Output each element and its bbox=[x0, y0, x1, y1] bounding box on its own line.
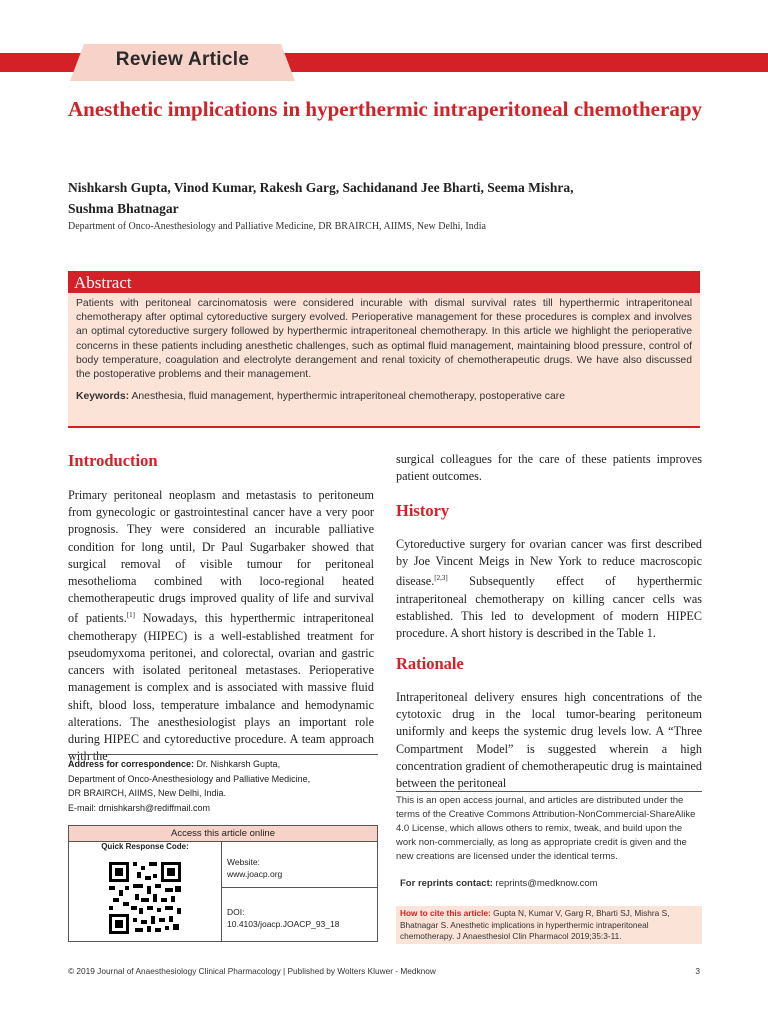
history-text-a: Cytoreductive surgery for ovarian cancer was first described by Joe Vincent Meigs in New York to reduce macroscopic disease. bbox=[396, 537, 702, 589]
rationale-text: Intraperitoneal delivery ensures high concentrations of the cytotoxic drug in the local tumor-bearing peritoneum uniformly and keeps the systemic drug levels low. A “Three Compartment Model” is suggested wherein a high concentration gradient of chemotherapeutic drug is maintained between the peritoneal bbox=[396, 690, 702, 791]
history-body bbox=[396, 536, 702, 642]
correspondence-dept: Department of Onco-Anesthesiology and Palliative Medicine, bbox=[68, 773, 311, 784]
correspondence-name: Dr. Nishkarsh Gupta, bbox=[194, 759, 281, 769]
doi-block bbox=[227, 906, 339, 930]
rationale-body bbox=[396, 689, 702, 792]
license-notice: This is an open access journal, and articles are distributed under the terms of the Creative Commons Attribution-NonCommercial-ShareAlike 4.0 License, which allows others to remix, tweak, and build upon the work non-commercially, as long as appropriate credit is given and the new creations are licensed under the identical terms. bbox=[396, 791, 702, 864]
qr-label: Quick Response Code: bbox=[101, 842, 189, 851]
intro-continued bbox=[396, 451, 702, 485]
article-title: Anesthetic implications in hyperthermic intraperitoneal chemotherapy bbox=[68, 97, 702, 121]
reprints-contact bbox=[400, 878, 598, 889]
correspondence-box bbox=[68, 754, 378, 815]
qr-code-icon[interactable] bbox=[109, 862, 181, 934]
abstract-text: Patients with peritoneal carcinomatosis were considered incurable with dismal survival rates till hyperthermic intraperitoneal chemotherapy after optimal cytoreductive surgery evolved. Perioperative management for these procedures is complex and involves an optimal cytoreductive surgery followed by hyperthermic intraperitoneal chemotherapy. In this article we highlight the perioperative concerns in these patients including anesthetic challenges, such as optimal fluid management, maintaining blood pressure, control of body temperature, coagulation and electrolyte derangement and renal toxicity of chemotherapeutic drugs. We have also discussed the postoperative problems and their management. bbox=[76, 298, 692, 381]
affiliation: Department of Onco-Anesthesiology and Palliative Medicine, DR BRAIRCH, AIIMS, New Delhi, India bbox=[68, 221, 486, 232]
correspondence-address: DR BRAIRCH, AIIMS, New Delhi, India. bbox=[68, 788, 227, 799]
keywords-value: Anesthesia, fluid management, hyperthermic intraperitoneal chemotherapy, postoperative care bbox=[131, 391, 566, 403]
authors-line-2: Sushma Bhatnagar bbox=[68, 201, 179, 216]
page-number: 3 bbox=[695, 966, 700, 976]
access-divider-vertical bbox=[221, 841, 222, 942]
page-footer bbox=[68, 966, 700, 976]
intro-heading: Introduction bbox=[68, 451, 158, 470]
reprints-label: For reprints contact: bbox=[400, 878, 493, 889]
access-online-box bbox=[68, 825, 378, 942]
website-link[interactable]: www.joacp.org bbox=[227, 869, 283, 879]
copyright: © 2019 Journal of Anaesthesiology Clinical Pharmacology | Published by Wolters Kluwer - Medknow bbox=[68, 966, 436, 976]
intro-body bbox=[68, 487, 374, 765]
correspondence-email: E-mail: drnishkarsh@rediffmail.com bbox=[68, 802, 211, 813]
website-label: Website: bbox=[227, 857, 260, 867]
website-block bbox=[227, 856, 282, 880]
reprints-email[interactable]: reprints@medknow.com bbox=[492, 878, 598, 889]
intro-text-a: Primary peritoneal neoplasm and metastasis to peritoneum from gynecologic or gastrointestinal cancer have a very poor prognosis. They were considered an incurable palliative condition for long until, Dr Paul Sugarbaker showed that surgical removal of visible tumour for peritoneal mesothelioma combined with loco-regional heated chemotherapeutic drugs improved quality of life and survival of patients. bbox=[68, 488, 374, 626]
correspondence-label: Address for correspondence: bbox=[68, 759, 195, 769]
citation-label: How to cite this article: bbox=[400, 908, 491, 918]
intro-ref-1: [1] bbox=[126, 611, 135, 620]
keywords-label: Keywords: bbox=[76, 391, 130, 403]
access-divider-horizontal bbox=[221, 887, 378, 888]
abstract-heading: Abstract bbox=[68, 271, 700, 293]
keywords bbox=[76, 390, 692, 404]
doi-link[interactable]: 10.4103/joacp.JOACP_93_18 bbox=[227, 919, 340, 929]
access-heading: Access this article online bbox=[69, 826, 377, 842]
rationale-heading: Rationale bbox=[396, 654, 464, 673]
authors-line-1: Nishkarsh Gupta, Vinod Kumar, Rakesh Garg, Sachidanand Jee Bharti, Seema Mishra, bbox=[68, 180, 574, 195]
history-text-b: Subsequently effect of hyperthermic intraperitoneal chemotherapy on killing cancer cells was established. This led to development of modern HIPEC procedure. A short history is described in the Table 1. bbox=[396, 574, 702, 641]
abstract-divider bbox=[68, 426, 700, 428]
doi-label: DOI: bbox=[227, 907, 245, 917]
abstract-box bbox=[68, 293, 700, 426]
history-ref: [2,3] bbox=[434, 574, 448, 583]
history-heading: History bbox=[396, 501, 450, 520]
citation-text: Gupta N, Kumar V, Garg R, Bharti SJ, Mishra S, Bhatnagar S. Anesthetic implications in hyperthermic intraperitoneal chemotherapy. J Anaesthesiol Clin Pharmacol 2019;35:3-11. bbox=[400, 908, 670, 941]
intro-continued-text: surgical colleagues for the care of these patients improves patient outcomes. bbox=[396, 452, 702, 484]
article-type-label: Review Article bbox=[115, 49, 250, 70]
citation-box bbox=[396, 906, 702, 944]
intro-text-b: Nowadays, this hyperthermic intraperitoneal chemotherapy (HIPEC) is a well-established treatment for pseudomyxoma peritonei, and colorectal, ovarian and gastric cancers with isolated peritoneal metastases. Perioperative management is complex and is associated with massive fluid shift, blood loss, temperature imbalance and hemodynamic alterations. The anesthesiologist plays an important role during HIPEC and cytoreductive procedure. A team approach with the bbox=[68, 611, 374, 764]
author-list bbox=[68, 177, 688, 219]
